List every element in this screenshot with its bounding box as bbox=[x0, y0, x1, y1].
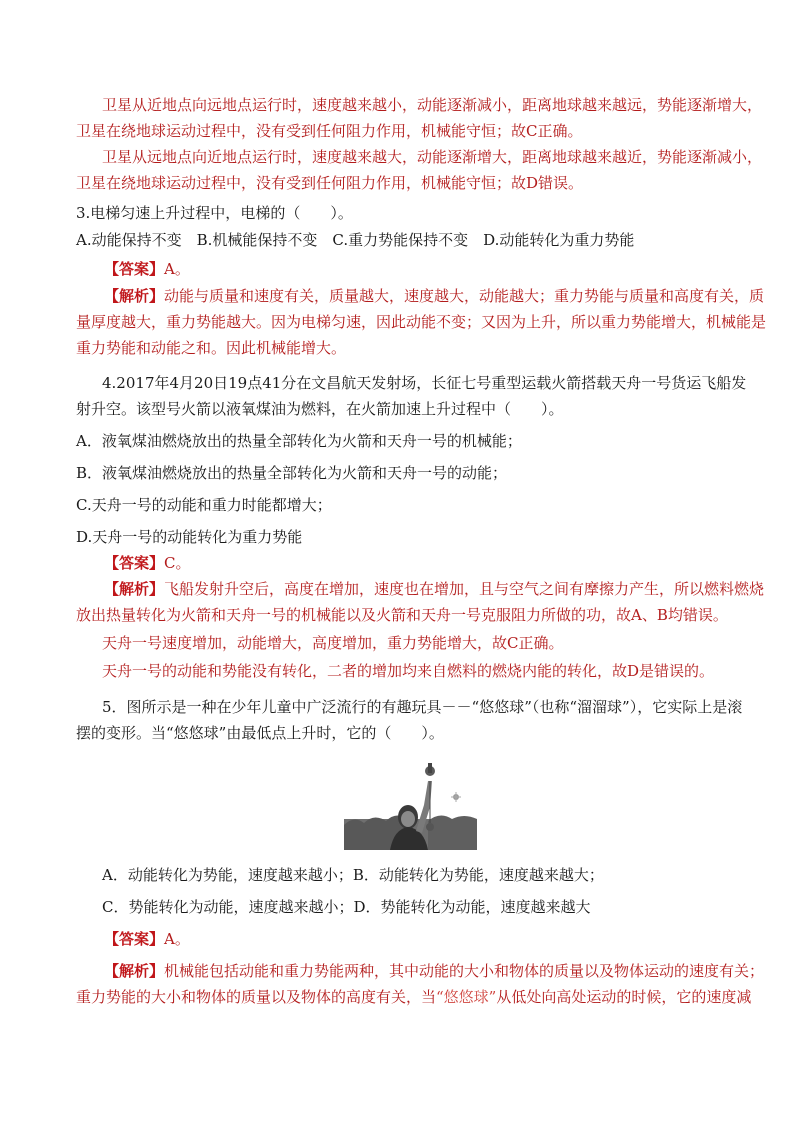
answer bbox=[76, 550, 726, 576]
analysis-line: 重力势能和动能之和。因此机械能增大。 bbox=[76, 339, 347, 357]
analysis-tag: 【解析】 bbox=[104, 962, 165, 980]
options-cd: C．势能转化为动能，速度越来越小；D．势能转化为动能，速度越来越大 bbox=[102, 898, 591, 916]
question-stem: 3.电梯匀速上升过程中，电梯的（ ）。 bbox=[76, 204, 353, 222]
analysis bbox=[76, 958, 765, 984]
analysis-line: 天舟一号速度增加，动能增大，高度增加，重力势能增大，故C正确。 bbox=[102, 634, 564, 652]
answer-value: A。 bbox=[164, 260, 190, 278]
analysis-tag: 【解析】 bbox=[104, 580, 165, 598]
answer-tag: 【答案】 bbox=[104, 930, 165, 948]
question-options: A.动能保持不变 B.机械能保持不变 C.重力势能保持不变 D.动能转化为重力势能 bbox=[76, 231, 635, 249]
answer-tag: 【答案】 bbox=[104, 260, 165, 278]
analysis-text: 从低处向高处运动的时候，它的速度减 bbox=[496, 988, 752, 1006]
answer-value: A。 bbox=[164, 930, 190, 948]
answer-value: C。 bbox=[164, 554, 191, 572]
analysis-line: 量厚度越大，重力势能越大。因为电梯匀速，因此动能不变；又因为上升，所以重力势能增大，机械能是 bbox=[76, 313, 767, 331]
question-3 bbox=[76, 200, 767, 361]
option-c: C.天舟一号的动能和重力时能都增大； bbox=[76, 496, 332, 514]
option-a: A．液氧煤油燃烧放出的热量全部转化为火箭和天舟一号的机械能； bbox=[76, 432, 522, 450]
question-stem: 5．图所示是一种在少年儿童中广泛流行的有趣玩具－－“悠悠球”（也称“溜溜球”），它实际上是滚 bbox=[102, 698, 743, 716]
analysis-line: 天舟一号的动能和势能没有转化，二者的增加均来自燃料的燃烧内能的转化，故D是错误的。 bbox=[102, 662, 715, 680]
option-b: B．液氧煤油燃烧放出的热量全部转化为火箭和天舟一号的动能； bbox=[76, 464, 508, 482]
explanation-line: 卫星从远地点向近地点运行时，速度越来越大，动能逐渐增大，距离地球越来越近，势能逐渐减小， bbox=[102, 148, 763, 166]
explanation-line: 卫星从近地点向远地点运行时，速度越来越小，动能逐渐减小，距离地球越来越远，势能逐渐增大， bbox=[102, 96, 763, 114]
analysis bbox=[76, 576, 765, 602]
answer bbox=[76, 926, 726, 952]
answer-tag: 【答案】 bbox=[104, 554, 165, 572]
yoyo-quote: “悠悠球” bbox=[436, 988, 497, 1006]
analysis-line bbox=[76, 984, 752, 1010]
explanation-continuation bbox=[76, 92, 763, 196]
analysis-text: 机械能包括动能和重力势能两种，其中动能的大小和物体的质量以及物体运动的速度有关； bbox=[164, 962, 765, 980]
analysis-tag: 【解析】 bbox=[104, 287, 165, 305]
options-ab: A．动能转化为势能，速度越来越小；B．动能转化为势能，速度越来越大； bbox=[102, 866, 604, 884]
analysis-text: 动能与质量和速度有关，质量越大，速度越大，动能越大；重力势能与质量和高度有关，质 bbox=[164, 287, 765, 305]
explanation-line: 卫星在绕地球运动过程中，没有受到任何阻力作用，机械能守恒；故D错误。 bbox=[76, 174, 584, 192]
question-stem: 射升空。该型号火箭以液氧煤油为燃料，在火箭加速上升过程中（ ）。 bbox=[76, 400, 564, 418]
option-d: D.天舟一号的动能转化为重力势能 bbox=[76, 528, 303, 546]
question-5-options bbox=[76, 862, 765, 1010]
analysis-line: 放出热量转化为火箭和天舟一号的机械能以及火箭和天舟一号克服阻力所做的功，故A、B均错误。 bbox=[76, 606, 728, 624]
yoyo-photo bbox=[344, 761, 477, 850]
question-4 bbox=[76, 370, 765, 684]
question-5 bbox=[76, 694, 743, 746]
analysis-text: 重力势能的大小和物体的质量以及物体的高度有关，当 bbox=[76, 988, 437, 1006]
question-stem: 摆的变形。当“悠悠球”由最低点上升时，它的（ ）。 bbox=[76, 724, 444, 742]
analysis-text: 飞船发射升空后，高度在增加，速度也在增加，且与空气之间有摩擦力产生，所以燃料燃烧 bbox=[164, 580, 765, 598]
explanation-line: 卫星在绕地球运动过程中，没有受到任何阻力作用，机械能守恒；故C正确。 bbox=[76, 122, 583, 140]
question-stem: 4.2017年4月20日19点41分在文昌航天发射场，长征七号重型运载火箭搭载天舟一号货运飞船发 bbox=[102, 374, 747, 392]
analysis bbox=[76, 283, 765, 309]
answer bbox=[76, 256, 726, 282]
